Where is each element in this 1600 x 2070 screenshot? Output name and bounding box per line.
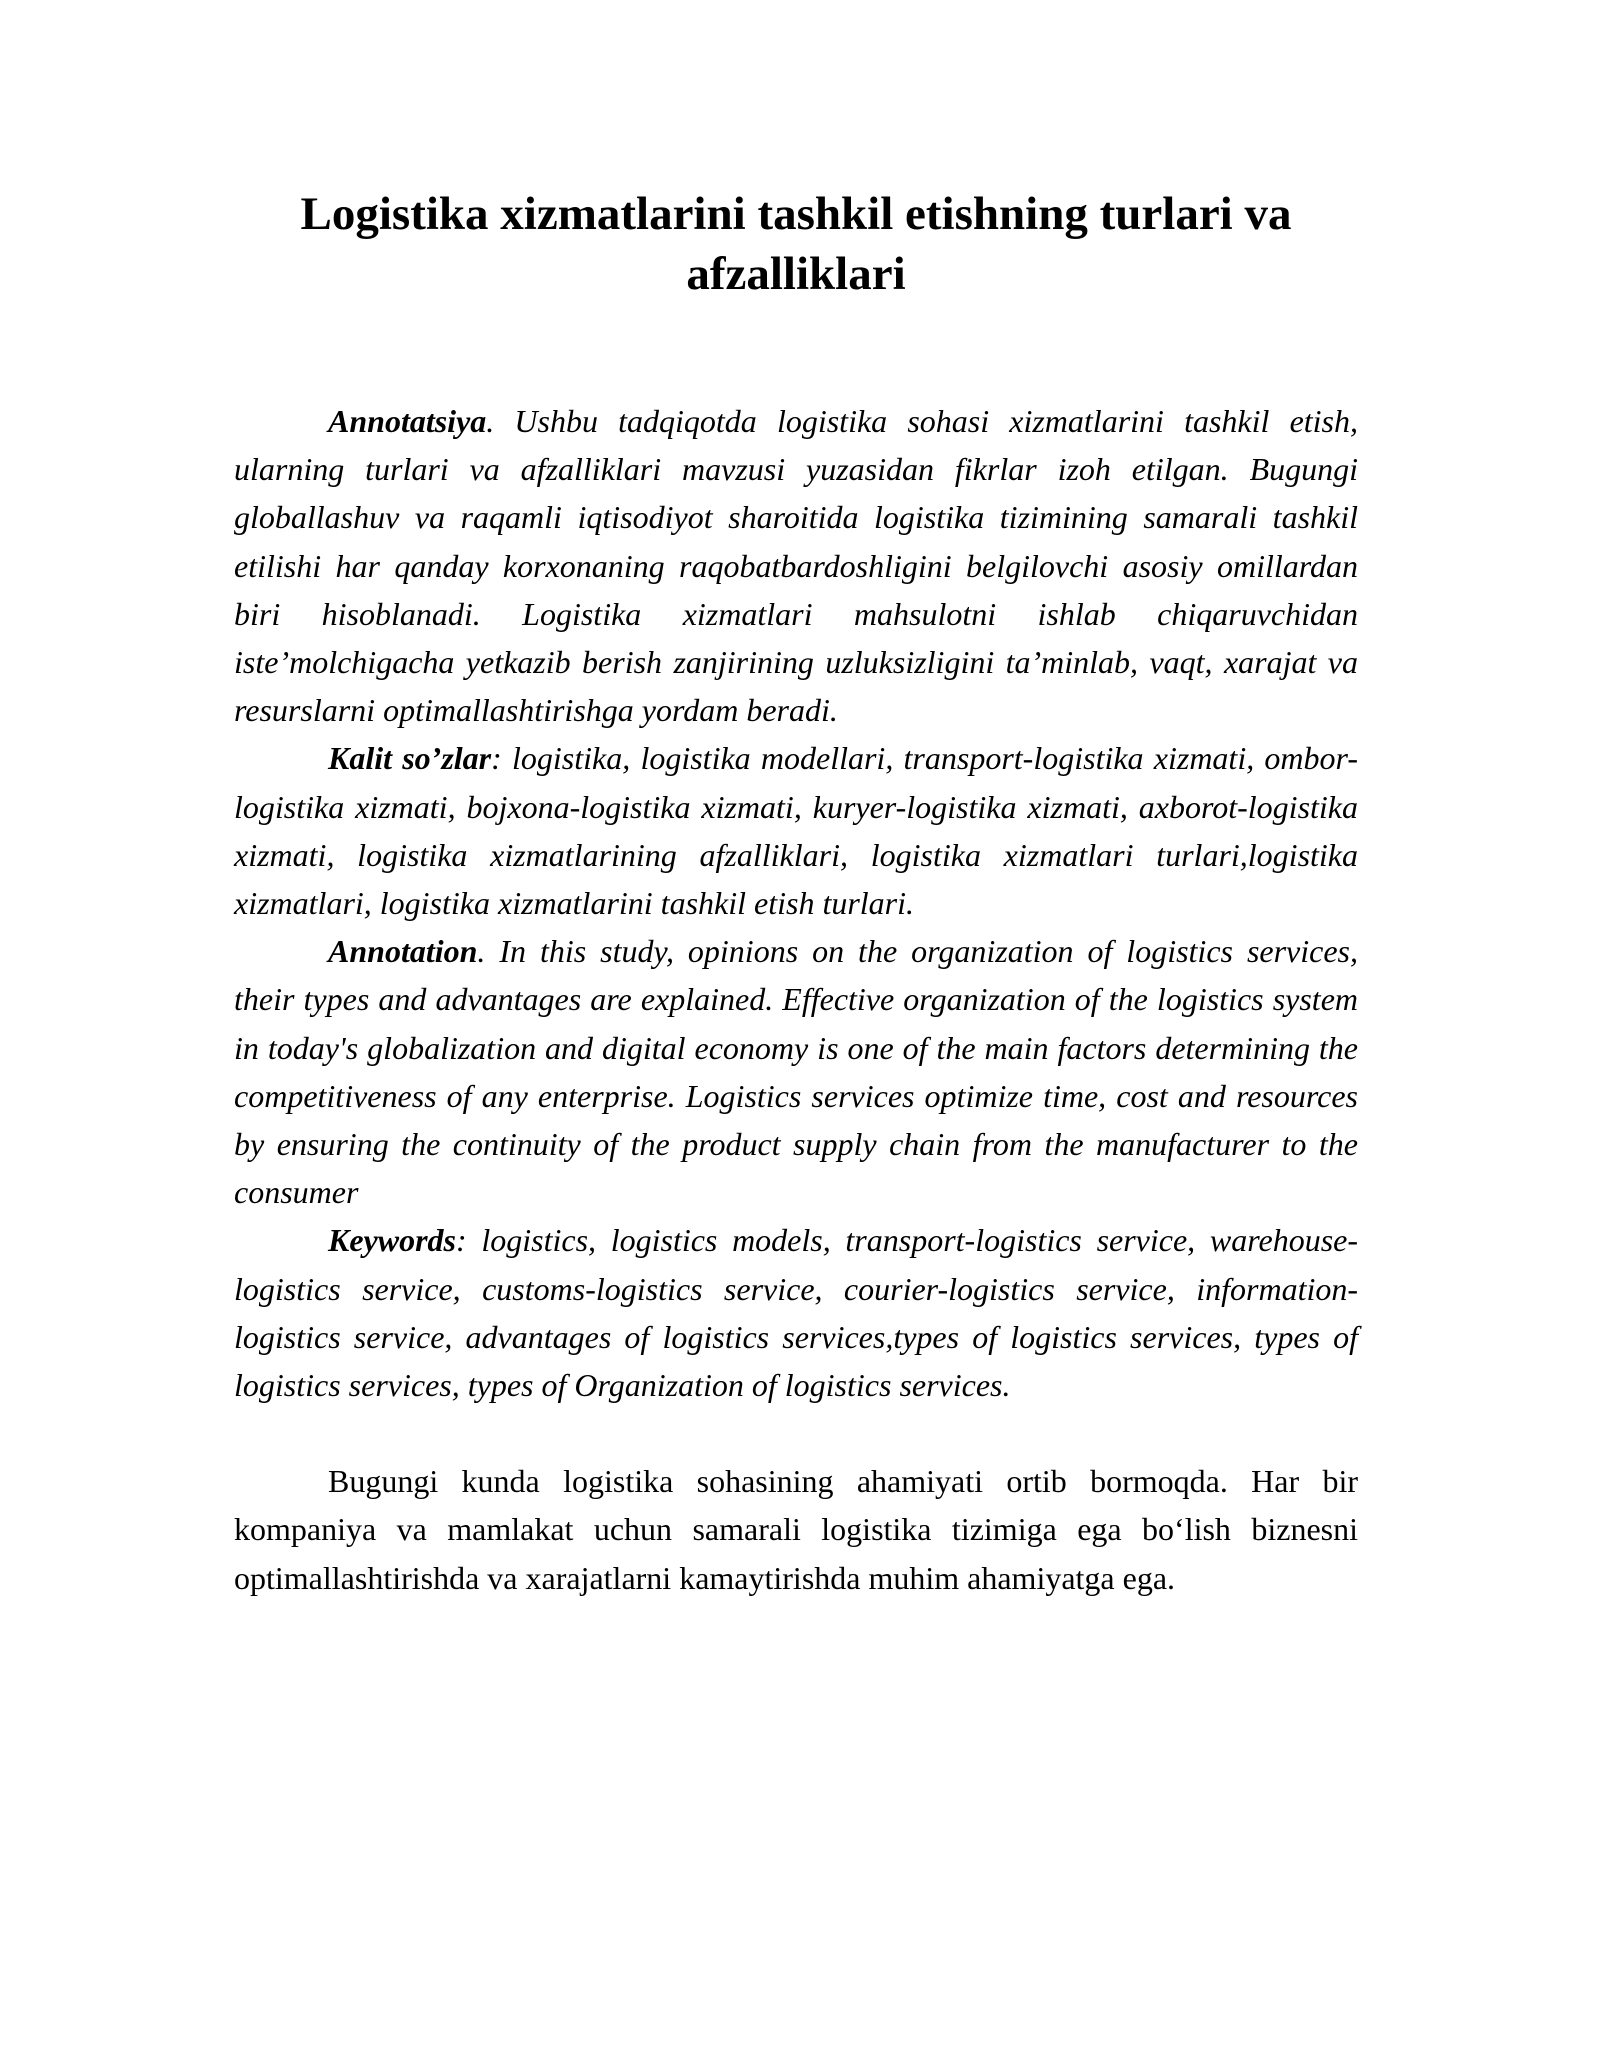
document-title: Logistika xizmatlarini tashkil etishning turlari va afzalliklari bbox=[300, 188, 1292, 300]
abstract-en-text: . In this study, opinions on the organization of logistics services, their types and advantages are explained. Effective organization of the logistics system in today's globalization and digital economy is one of the main factors determining the competitiveness of any enterprise. Logistics services optimize time, cost and resources by ensuring the continuity of the product supply chain from the manufacturer to the consumer bbox=[234, 933, 1358, 1211]
abstract-uz-label: Annotatsiya bbox=[328, 403, 487, 439]
keywords-uz-paragraph bbox=[234, 734, 1358, 927]
keywords-uz-label: Kalit so’zlar bbox=[328, 740, 492, 777]
keywords-en-text: : logistics, logistics models, transport-logistics service, warehouse-logistics service, customs-logistics service, courier-logistics service, information-logistics service, advantages of logistics services,types of logistics services, types of logistics services, types of Organization of logistics services. bbox=[234, 1222, 1358, 1404]
abstract-uz-paragraph bbox=[234, 397, 1358, 734]
keywords-en-label: Keywords bbox=[328, 1222, 456, 1259]
keywords-en-paragraph bbox=[234, 1216, 1358, 1409]
keywords-uz-text: : logistika, logistika modellari, transport-logistika xizmati, ombor-logistika xizmati, bojxona-logistika xizmati, kuryer-logistika xizmati, axborot-logistika xizmati, logistika xizmatlarining afzalliklari, logistika xizmatlari turlari,logistika xizmatlari, logistika xizmatlarini tashkil etish turlari. bbox=[234, 740, 1359, 922]
abstract-section bbox=[234, 397, 1358, 1409]
document-content bbox=[234, 184, 1358, 1602]
body-section bbox=[234, 1457, 1358, 1602]
abstract-uz-text: . Ushbu tadqiqotda logistika sohasi xizmatlarini tashkil etish, ularning turlari va afzalliklari mavzusi yuzasidan fikrlar izoh etilgan. Bugungi globallashuv va raqamli iqtisodiyot sharoitida logistika tizimining samarali tashkil etilishi har qanday korxonaning raqobatbardoshligini belgilovchi asosiy omillardan biri hisoblanadi. Logistika xizmatlari mahsulotni ishlab chiqaruvchidan iste’molchigacha yetkazib berish zanjirining uzluksizligini ta’minlab, vaqt, xarajat va resurslarni optimallashtirishga yordam beradi. bbox=[234, 403, 1358, 729]
abstract-en-paragraph bbox=[234, 927, 1358, 1216]
body-paragraph: Bugungi kunda logistika sohasining ahamiyati ortib bormoqda. Har bir kompaniya va mamlakat uchun samarali logistika tizimiga ega bo‘lish biznesni optimallashtirishda va xarajatlarni kamaytirishda muhim ahamiyatga ega. bbox=[234, 1463, 1358, 1596]
abstract-en-label: Annotation bbox=[328, 933, 478, 970]
